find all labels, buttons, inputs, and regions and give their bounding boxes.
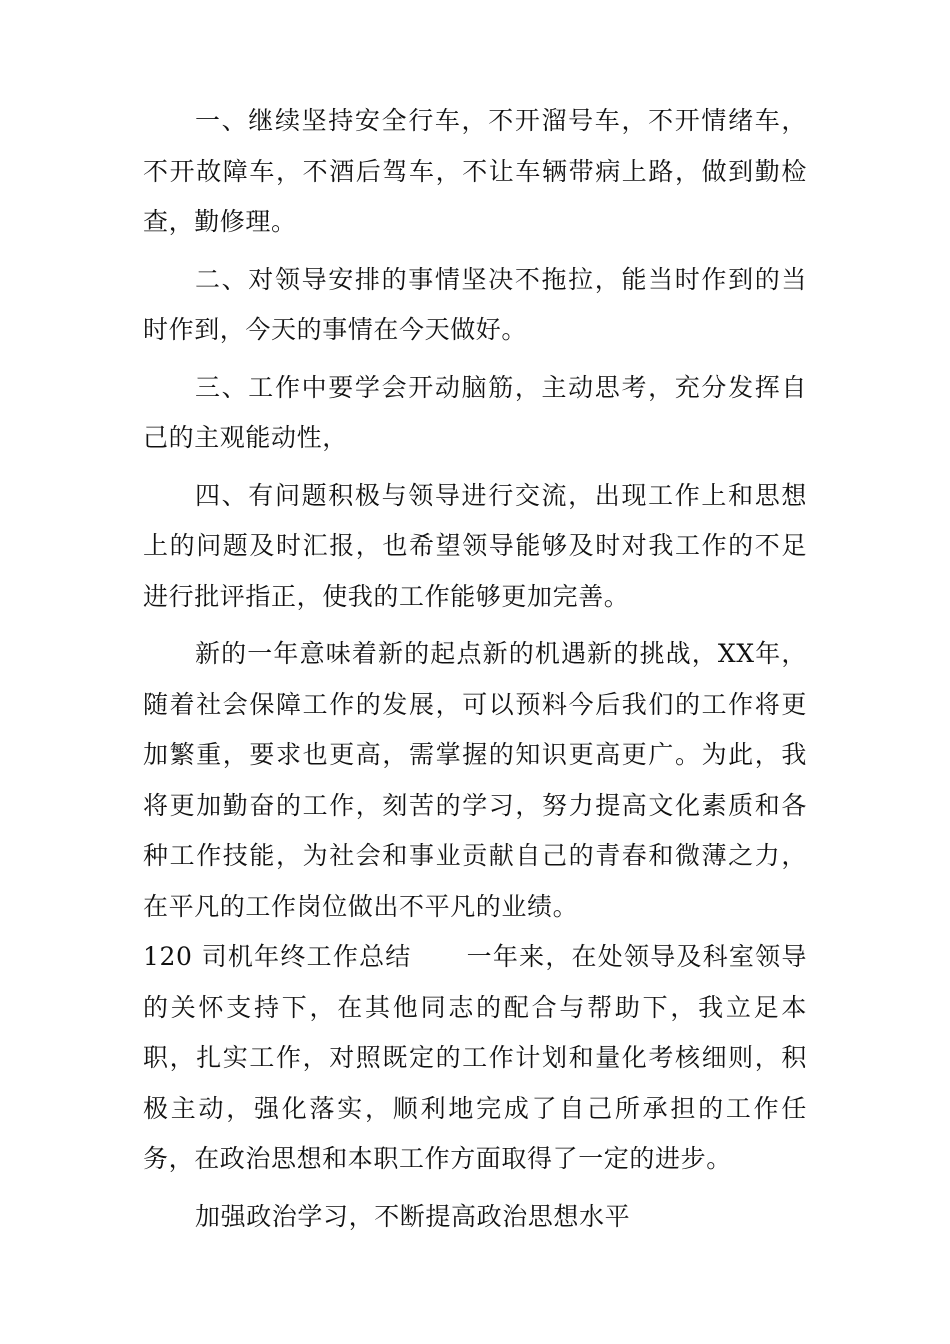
paragraph-2: 二、对领导安排的事情坚决不拖拉，能当时作到的当时作到，今天的事情在今天做好。 bbox=[143, 264, 807, 344]
subheading: 加强政治学习，不断提高政治思想水平 bbox=[195, 1201, 631, 1231]
title-spacer bbox=[412, 942, 467, 971]
paragraph-4: 四、有问题积极与领导进行交流，出现工作上和思想上的问题及时汇报，也希望领导能够及时对我工作的不足进行批评指正，使我的工作能够更加完善。 bbox=[143, 480, 807, 611]
paragraph-1: 一、继续坚持安全行车，不开溜号车，不开情绪车，不开故障车，不酒后驾车，不让车辆带病上路，做到勤检查，勤修理。 bbox=[143, 106, 807, 236]
section-body: 一年来，在处领导及科室领导的关怀支持下，在其他同志的配合与帮助下，我立足本职，扎实工作，对照既定的工作计划和量化考核细则，积极主动，强化落实，顺利地完成了自己所承担的工作任务，在政治思想和本职工作方面取得了一定的进步。 bbox=[143, 942, 807, 1173]
paragraph-5: 新的一年意味着新的起点新的机遇新的挑战，XX年，随着社会保障工作的发展，可以预料今后我们的工作将更加繁重，要求也更高，需掌握的知识更高更广。为此，我将更加勤奋的工作，刻苦的学习，努力提高文化素质和各种工作技能，为社会和事业贡献自己的青春和微薄之力，在平凡的工作岗位做出不平凡的业绩。 bbox=[143, 639, 807, 921]
paragraph-3: 三、工作中要学会开动脑筋，主动思考，充分发挥自己的主观能动性， bbox=[143, 372, 807, 452]
document-body bbox=[143, 96, 807, 1242]
section-title: 120 司机年终工作总结 bbox=[143, 942, 412, 971]
summary-section bbox=[143, 932, 807, 1185]
